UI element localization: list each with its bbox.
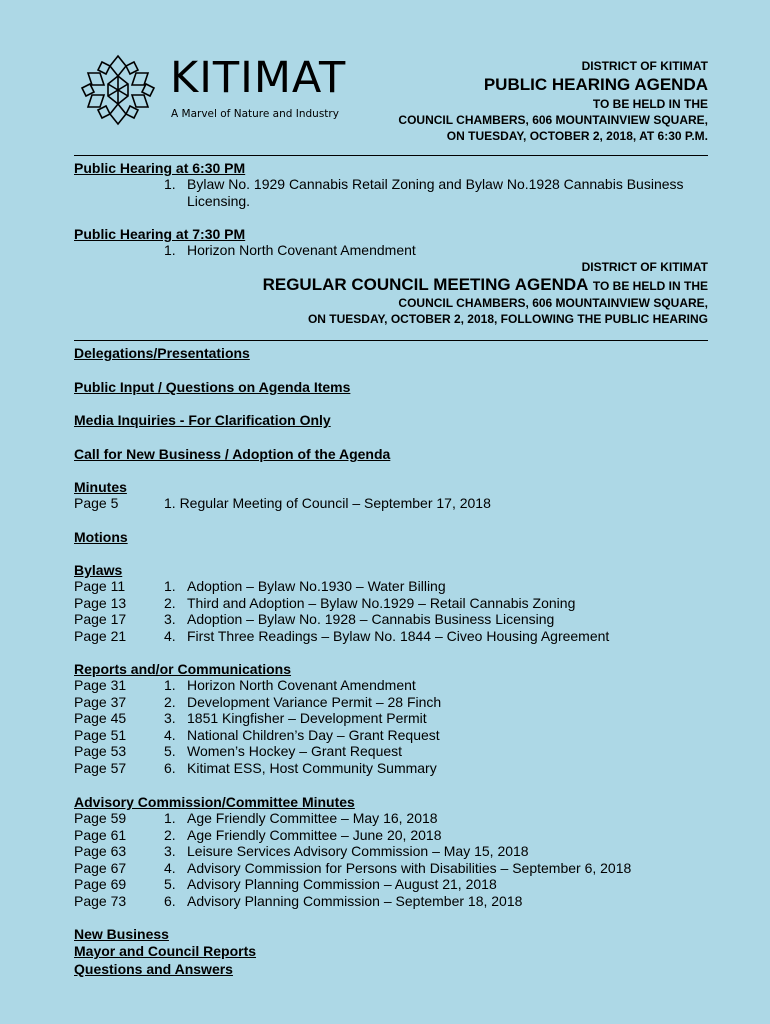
list-item-number: 3. [164,843,176,859]
list-item-number: 1. [164,242,176,258]
list-item-text: Women’s Hockey – Grant Request [187,743,403,759]
table-row [74,860,708,877]
table-row [74,628,708,645]
logo-wordmark: KITIMAT [170,53,347,103]
regular-meeting-title-suffix: TO BE HELD IN THE [592,279,708,293]
header-line: COUNCIL CHAMBERS, 606 MOUNTAINVIEW SQUARE, [398,113,708,127]
page-ref: Page 57 [74,759,127,776]
list-item-text: Adoption – Bylaw No. 1928 – Cannabis Business Licensing [187,611,555,627]
list-item-text: Advisory Planning Commission – September 18, 2018 [187,892,523,909]
list-item-text: Age Friendly Committee – June 20, 2018 [187,826,442,843]
district-label: DISTRICT OF KITIMAT [581,260,708,274]
table-row [74,677,708,694]
page-ref: Page 37 [74,693,127,710]
list-item-text: Adoption – Bylaw No.1930 – Water Billing [187,578,446,594]
minutes-item-text: 1. Regular Meeting of Council – September 17, 2018 [164,495,491,511]
table-row [74,893,708,910]
list-item-number: 6. [164,892,176,909]
regular-meeting-title [263,275,708,296]
table-row [74,827,708,844]
page-ref: Page 53 [74,743,127,759]
list-item-text: Horizon North Covenant Amendment [187,677,416,693]
list-item-text: Kitimat ESS, Host Community Summary [187,759,437,776]
header-line: ON TUESDAY, OCTOBER 2, 2018, AT 6:30 P.M. [446,129,708,143]
page-ref: Page 13 [74,594,127,611]
section-motions: Motions [74,529,128,545]
divider [74,155,708,156]
list-item-number: 3. [164,611,176,627]
regular-meeting-title-main: REGULAR COUNCIL MEETING AGENDA [262,275,589,294]
list-item-text: Advisory Planning Commission – August 21, 2018 [187,876,497,892]
list-item-number: 2. [164,594,176,611]
page-ref: Page 69 [74,876,127,892]
section-heading: Public Hearing at 7:30 PM [74,226,246,242]
section-advisory: Advisory Commission/Committee Minutes [74,794,355,810]
section-reports: Reports and/or Communications [74,661,292,677]
page-ref: Page 21 [74,627,127,644]
list-item-text: Age Friendly Committee – May 16, 2018 [187,810,438,826]
list-item-text: Advisory Commission for Persons with Disabilities – September 6, 2018 [187,859,632,876]
page-ref: Page 11 [74,578,126,594]
public-hearing-title: PUBLIC HEARING AGENDA [483,75,708,94]
section-public-input: Public Input / Questions on Agenda Items [74,379,351,395]
page-ref: Page 59 [74,810,127,826]
table-row [74,727,708,744]
table-row [74,595,708,612]
table-row [74,810,708,827]
page-ref: Page 5 [74,495,119,511]
list-item-number: 4. [164,726,176,743]
table-row [74,743,708,760]
list-item-number: 2. [164,693,176,710]
header-line: TO BE HELD IN THE [592,97,708,111]
section-call-new-business: Call for New Business / Adoption of the Agenda [74,446,391,462]
table-row [74,760,708,777]
logo [80,52,355,132]
divider [74,340,708,341]
list-item-text: Leisure Services Advisory Commission – May 15, 2018 [187,843,529,859]
page-ref: Page 51 [74,726,127,743]
table-row [74,611,708,628]
page-ref: Page 67 [74,859,127,876]
section-media: Media Inquiries - For Clarification Only [74,412,331,428]
district-label: DISTRICT OF KITIMAT [581,59,708,73]
page-ref: Page 61 [74,826,127,843]
page-ref: Page 45 [74,710,127,726]
list-item-text: 1851 Kingfisher – Development Permit [187,710,427,726]
list-item-number: 1. [164,810,176,826]
list-item [187,176,708,209]
list-item-text: Third and Adoption – Bylaw No.1929 – Retail Cannabis Zoning [187,594,576,611]
list-item-number: 4. [164,627,176,644]
section-bylaws: Bylaws [74,562,123,578]
header-line: COUNCIL CHAMBERS, 606 MOUNTAINVIEW SQUARE, [398,296,708,310]
page-ref: Page 17 [74,611,127,627]
table-row [74,694,708,711]
table-row [74,876,708,893]
page-ref: Page 63 [74,843,127,859]
table-row [74,843,708,860]
list-item-text: Horizon North Covenant Amendment [187,242,416,258]
list-item-number: 1. [164,677,176,693]
table-row [74,578,708,595]
section-minutes: Minutes [74,479,127,495]
header-line: ON TUESDAY, OCTOBER 2, 2018, FOLLOWING THE PUBLIC HEARING [307,312,708,326]
list-item-text: First Three Readings – Bylaw No. 1844 – Civeo Housing Agreement [187,627,610,644]
page-ref: Page 31 [74,677,127,693]
list-item-number: 1. [164,578,176,594]
section-new-business: New Business [74,926,169,942]
logo-tagline: A Marvel of Nature and Industry [171,108,339,120]
section-heading: Public Hearing at 6:30 PM [74,160,246,176]
section-questions: Questions and Answers [74,961,233,977]
snowflake-icon [80,52,156,128]
table-row [74,710,708,727]
section-delegations: Delegations/Presentations [74,345,250,361]
list-item-text: Development Variance Permit – 28 Finch [187,693,442,710]
list-item-text: Bylaw No. 1929 Cannabis Retail Zoning and Bylaw No.1928 Cannabis Business [187,176,684,192]
list-item-text: National Children’s Day – Grant Request [187,726,440,743]
list-item-number: 5. [164,876,176,892]
list-item-number: 6. [164,759,176,776]
page-ref: Page 73 [74,892,127,909]
list-item-number: 5. [164,743,176,759]
list-item-number: 4. [164,859,176,876]
table-row [74,495,708,512]
list-item-number: 3. [164,710,176,726]
list-item-number: 2. [164,826,176,843]
list-item-number: 1. [164,176,176,192]
section-mayor-reports: Mayor and Council Reports [74,943,257,959]
list-item-text: Licensing. [187,192,251,209]
